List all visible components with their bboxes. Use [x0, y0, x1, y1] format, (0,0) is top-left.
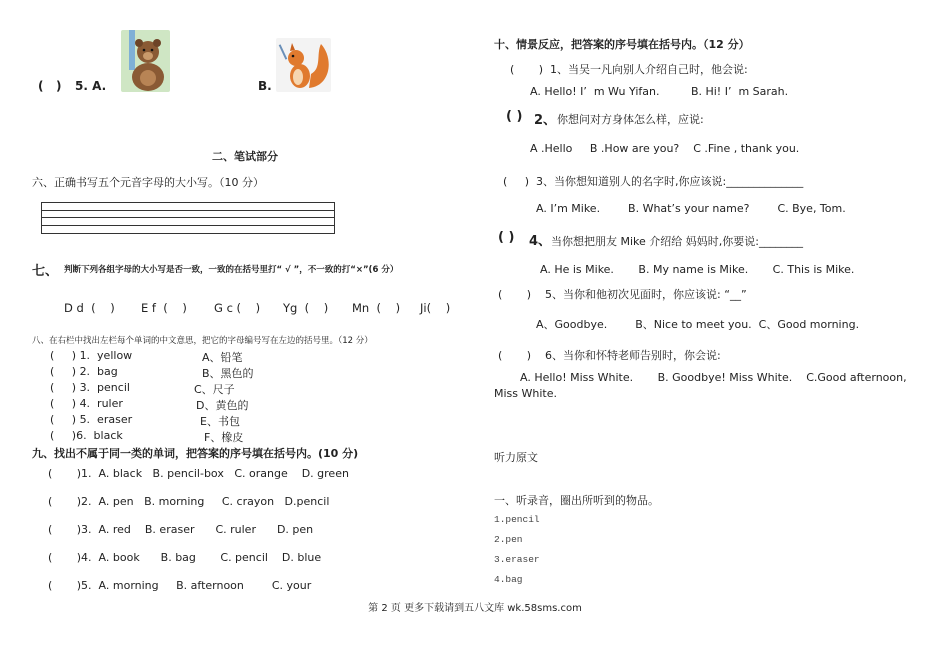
- section-9-title: 九、找出不属于同一类的单词，把答案的序号填在括号内。(10 分): [32, 447, 359, 460]
- odd-one-out-item: ( )4. A. book B. bag C. pencil D. blue: [48, 551, 322, 564]
- scenario-options: A. He is Mike. B. My name is Mike. C. This is Mike.: [540, 263, 855, 276]
- scenario-question: 当你想把朋友 Mike 介绍给 妈妈时,你要说:________: [551, 235, 803, 248]
- letter-pair: Yg ( ): [283, 301, 329, 315]
- match-item: ( ) 4. ruler: [50, 397, 123, 410]
- scenario-options: A、Goodbye. B、Nice to meet you. C、Good morning.: [536, 318, 860, 331]
- match-item: ( ) 2. bag: [50, 365, 118, 378]
- odd-one-out-item: ( )3. A. red B. eraser C. ruler D. pen: [48, 523, 314, 536]
- page-footer: 第 2 页 更多下载请到五八文库 wk.58sms.com: [368, 603, 582, 614]
- bear-picture: [121, 30, 170, 92]
- listening-item: 3.eraser: [494, 554, 540, 565]
- q5-option-b: B.: [258, 79, 272, 93]
- scenario-number: 4、: [529, 234, 552, 249]
- section-6-title: 六、正确书写五个元音字母的大小写。（10 分）: [32, 176, 264, 189]
- scenario-question: ( ) 5、当你和他初次见面时，你应该说: “__”: [498, 288, 747, 301]
- part2-title: 二、笔试部分: [212, 150, 278, 163]
- match-meaning: B、黑色的: [202, 367, 254, 380]
- match-item: ( )6. black: [50, 429, 123, 442]
- scenario-number: 2、: [534, 113, 557, 128]
- match-item: ( ) 1. yellow: [50, 349, 133, 362]
- section-7-title: 判断下列各组字母的大小写是否一致，一致的在括号里打“ √ ”，不一致的打“×”(6 分）: [64, 265, 399, 275]
- scenario-options-continued: Miss White.: [494, 387, 557, 400]
- listening-section-1-title: 一、听录音，圈出所听到的物品。: [494, 494, 659, 507]
- scenario-question: ( ) 1、当吴一凡向别人介绍自己时，他会说:: [510, 63, 748, 76]
- scenario-options: A .Hello B .How are you? C .Fine , thank you.: [530, 142, 800, 155]
- letter-pair: Mn ( ): [352, 301, 401, 315]
- letter-pair: G c ( ): [214, 301, 261, 315]
- section-8-title: 八、在右栏中找出左栏每个单词的中文意思，把它的字母编号写在左边的括号里。（12 分）: [32, 336, 373, 346]
- match-meaning: F、橡皮: [204, 431, 244, 444]
- listening-title: 听力原文: [494, 451, 538, 464]
- scenario-paren: ( ): [498, 230, 515, 245]
- match-item: ( ) 5. eraser: [50, 413, 133, 426]
- odd-one-out-item: ( )2. A. pen B. morning C. crayon D.pencil: [48, 495, 330, 508]
- odd-one-out-item: ( )5. A. morning B. afternoon C. your: [48, 579, 312, 592]
- section-7-number: 七、: [32, 264, 59, 279]
- match-meaning: A、铅笔: [202, 351, 243, 364]
- scenario-question: ( ) 6、当你和怀特老师告别时，你会说:: [498, 349, 721, 362]
- q5-label: 5. A.: [75, 79, 107, 93]
- match-item: ( ) 3. pencil: [50, 381, 130, 394]
- listening-item: 1.pencil: [494, 514, 540, 525]
- scenario-options: A. Hello! I’ m Wu Yifan. B. Hi! I’ m Sarah.: [530, 85, 789, 98]
- letter-pair: Ji( ): [420, 301, 451, 315]
- odd-one-out-item: ( )1. A. black B. pencil-box C. orange D. green: [48, 467, 349, 480]
- scenario-paren: ( ): [506, 109, 523, 124]
- listening-item: 2.pen: [494, 534, 523, 545]
- match-meaning: D、黄色的: [196, 399, 249, 412]
- letter-pair: E f ( ): [141, 301, 187, 315]
- section-10-title: 十、情景反应，把答案的序号填在括号内。（12 分）: [494, 38, 750, 51]
- writing-lines: [41, 202, 335, 234]
- scenario-options: A. Hello! Miss White. B. Goodbye! Miss White. C.Good afternoon,: [520, 371, 907, 384]
- scenario-question: 你想问对方身体怎么样，应说:: [557, 113, 704, 126]
- scenario-question: ( ) 3、当你想知道别人的名字时,你应该说:______________: [503, 175, 804, 188]
- letter-pair: D d ( ): [64, 301, 115, 315]
- match-meaning: E、书包: [200, 415, 240, 428]
- squirrel-picture: [276, 38, 331, 92]
- listening-item: 4.bag: [494, 574, 523, 585]
- match-meaning: C、尺子: [194, 383, 235, 396]
- q5-paren: ( ): [38, 79, 62, 93]
- scenario-options: A. I’m Mike. B. What’s your name? C. Bye, Tom.: [536, 202, 846, 215]
